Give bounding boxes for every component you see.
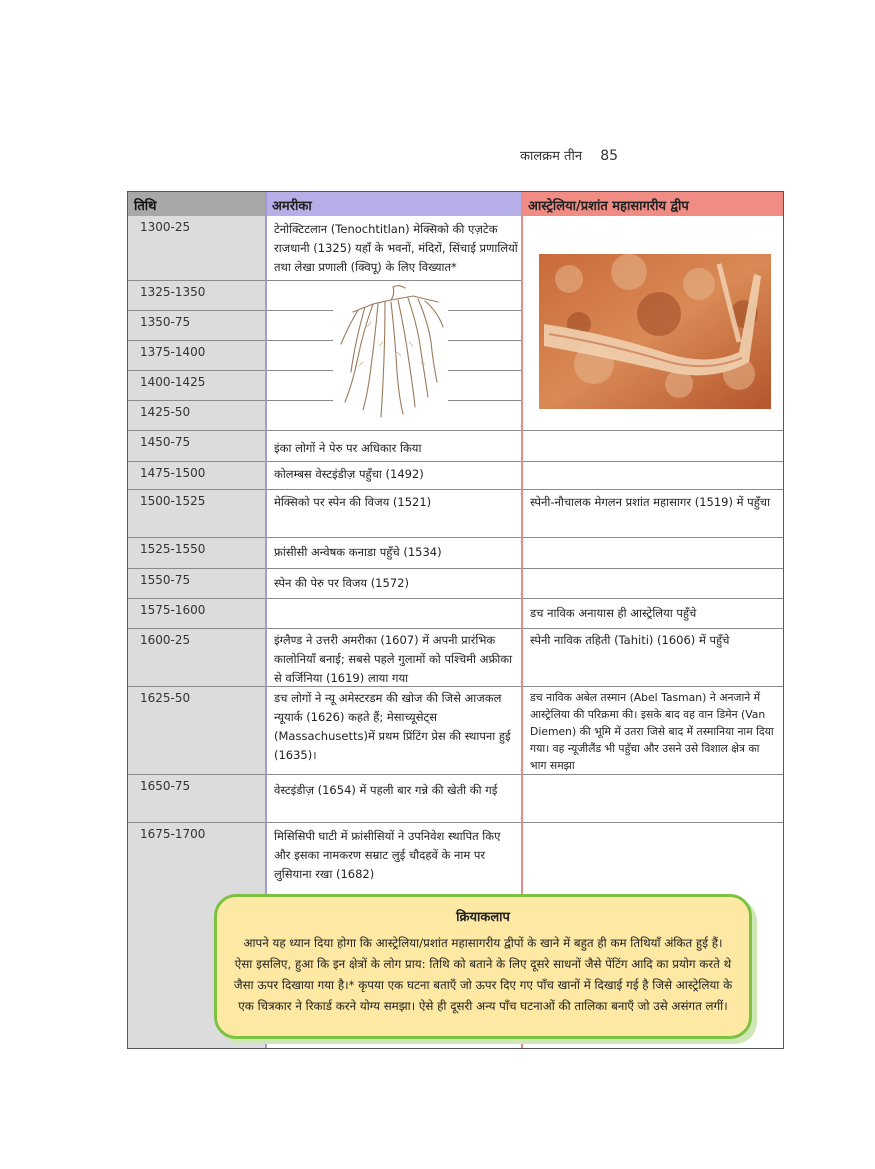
row-australia: डच नाविक अबेल तस्मान (Abel Tasman) ने अनजाने में आस्ट्रेलिया की परिक्रमा की। इसके बाद वह वान डिमेन (Van Diemen) की भूमि में उतरा जिसे बाद में तस्मानिया नाम दिया गया। वह न्यूजीलैंड भी पहुँचा और उसने उसे विशाल क्षेत्र का भाग समझा bbox=[530, 691, 774, 772]
table-row bbox=[128, 568, 784, 599]
header-date: तिथि bbox=[128, 192, 266, 216]
row-americas: इंग्लैण्ड ने उत्तरी अमरीका (1607) में अपनी प्रारंभिक कालोनियाँ बनाई; सबसे पहले गुलामों को पश्चिमी अफ्रीका से वर्जिनिया (1619) लाया गया bbox=[274, 633, 513, 685]
table-row bbox=[128, 461, 784, 490]
table-row bbox=[128, 537, 784, 569]
header-australia: आस्ट्रेलिया/प्रशांत महासागरीय द्वीप bbox=[522, 192, 784, 216]
row-date: 1650-75 bbox=[140, 779, 191, 793]
row-date: 1500-1525 bbox=[140, 494, 206, 508]
page-number: 85 bbox=[600, 148, 619, 164]
running-header bbox=[520, 146, 618, 164]
roots-illustration bbox=[333, 282, 448, 422]
table-row bbox=[128, 686, 784, 775]
row-americas: वेस्टइंडीज़ (1654) में पहली बार गन्ने की खेती की गई bbox=[274, 783, 498, 797]
header-americas: अमरीका bbox=[266, 192, 522, 216]
row-americas: कोलम्बस वेस्टइंडीज़ पहुँचा (1492) bbox=[274, 467, 424, 481]
row-americas: मेक्सिको पर स्पेन की विजय (1521) bbox=[274, 495, 432, 509]
row-americas: इंका लोगों ने पेरु पर अधिकार किया bbox=[274, 441, 422, 455]
row-americas: डच लोगों ने न्यू अमेस्टरडम की खोज की जिसे आजकल न्यूयार्क (1626) कहते हैं; मेसाच्यूसेट्स (Massachusetts)में प्रथम प्रिंटिंग प्रेस की स्थापना हुई (1635)। bbox=[274, 691, 511, 762]
table-row bbox=[128, 774, 784, 823]
rock-painting-image bbox=[539, 254, 771, 409]
row-date: 1625-50 bbox=[140, 691, 191, 705]
row-date: 1575-1600 bbox=[140, 603, 206, 617]
table-row bbox=[128, 430, 784, 462]
row-americas: टेनोक्टिटलान (Tenochtitlan) मेक्सिको की एज़टेक राजधानी (1325) यहाँ के भवनों, मंदिरों, सिंचाई प्रणालियों तथा लेखा प्रणाली (क्विपू) के लिए विख्यात* bbox=[274, 222, 518, 274]
row-date: 1300-25 bbox=[140, 220, 191, 234]
row-australia: डच नाविक अनायास ही आस्ट्रेलिया पहुँचे bbox=[530, 606, 697, 620]
row-date: 1400-1425 bbox=[140, 375, 206, 389]
activity-box bbox=[214, 894, 752, 1039]
row-date: 1450-75 bbox=[140, 435, 191, 449]
table-row bbox=[128, 598, 784, 629]
row-australia: स्पेनी-नौचालक मेगलन प्रशांत महासागर (1519) में पहुँचा bbox=[530, 495, 771, 509]
section-title: कालक्रम तीन bbox=[520, 149, 583, 164]
row-date: 1600-25 bbox=[140, 633, 191, 647]
row-date: 1675-1700 bbox=[140, 827, 206, 841]
activity-title: क्रियाकलाप bbox=[456, 910, 510, 925]
row-date: 1375-1400 bbox=[140, 345, 206, 359]
table-row bbox=[128, 628, 784, 687]
row-americas: स्पेन की पेरु पर विजय (1572) bbox=[274, 576, 409, 590]
row-australia: स्पेनी नाविक तहिती (Tahiti) (1606) में पहुँचे bbox=[530, 633, 730, 647]
row-date: 1475-1500 bbox=[140, 466, 206, 480]
table-row bbox=[128, 489, 784, 538]
row-date: 1325-1350 bbox=[140, 285, 206, 299]
activity-body: आपने यह ध्यान दिया होगा कि आस्ट्रेलिया/प्रशांत महासागरीय द्वीपों के खाने में बहुत ही कम तिथियाँ अंकित हुई हैं। ऐसा इसलिए, हुआ कि इन क्षेत्रों के लोग प्राय: तिथि को बताने के लिए दूसरे साधनों जैसे पेंटिंग आदि का प्रयोग करते थे जैसा ऊपर दिखाया गया है।* कृपया एक घटना बताएँ जो ऊपर दिए गए पाँच खानों में दिखाई गई है जिसे आस्ट्रेलिया के एक चित्रकार ने रिकार्ड करने योग्य समझा। ऐसे ही दूसरी अन्य पाँच घटनाओं की तालिका बनाएँ जो उसे असंगत लगीं। bbox=[233, 936, 733, 1013]
row-americas: फ्रांसीसी अन्वेषक कनाडा पहुँचे (1534) bbox=[274, 545, 442, 559]
row-date: 1550-75 bbox=[140, 573, 191, 587]
row-date: 1525-1550 bbox=[140, 542, 206, 556]
row-date: 1425-50 bbox=[140, 405, 191, 419]
row-date: 1350-75 bbox=[140, 315, 191, 329]
row-americas: मिसिसिपी घाटी में फ्रांसीसियों ने उपनिवेश स्थापित किए और इसका नामकरण सम्राट लुई चौदहवें के नाम पर लुसियाना रखा (1682) bbox=[274, 829, 501, 881]
